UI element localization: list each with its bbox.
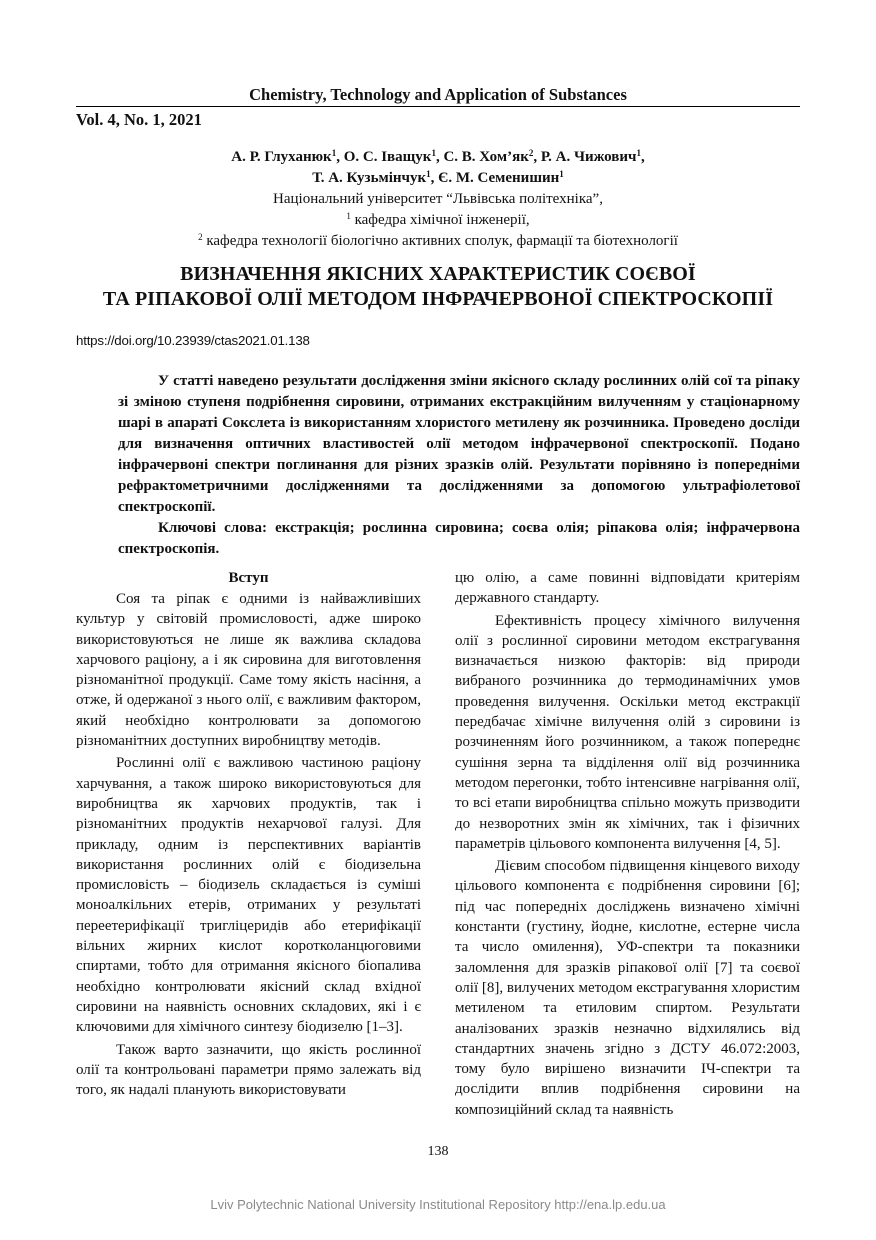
author-affiliation-mark: 1: [331, 148, 337, 158]
author-names-line-2: [76, 168, 800, 189]
university-name: Національний університет “Львівська політехніка”,: [273, 191, 603, 207]
page-number: 138: [427, 1144, 449, 1159]
author-affiliation-mark: 2: [528, 148, 534, 158]
paragraph: Ефективність процесу хімічного вилучення олії з рослинної сировини методом екстрагування визначається низкою факторів: від природи вибраного розчинника до термодинамічних умов проведення вилучення. Оскільки метод екстракції передбачає хімічне вилучення олій з сировини із розчиненням його розчинником, а також попереднє сушіння зерна та відділення олії від розчинника методом перегонки, тобто інтенсивне нагрівання олії, то всі етапи виробництва спільно можуть призводити до незворотних змін як хімічних, так і фізичних параметрів цільового компонента вилучення [4, 5].: [455, 612, 800, 852]
paragraph: Рослинні олії є важливою частиною раціону харчування, а також широко використовуються для виробництва як харчових продуктів, так і різноманітних продуктів нехарчової галузі. Для прикладу, одним із перспективних варіантів використання рослинних олій є біодизельна промисловість – біодизель складається із суміші моноалкільних етерів, отриманих у результаті переетерифікації тригліцеридів або етерифікації вільних жирних кислот коротколанцюговими спиртами, тобто для отримання якісного біопалива необхідно контролювати якісний склад вхідної сировини на наявність основних складових, які і є ключовими для хімічного синтезу біодизелю [1–3].: [76, 755, 421, 1036]
affiliation-1: [76, 210, 800, 231]
keywords: Ключові слова: екстракція; рослинна сировина; соєва олія; ріпакова олія; інфрачервона спектроскопія.: [118, 520, 800, 557]
affiliation-2: [76, 231, 800, 252]
author-affiliation-mark: 1: [431, 148, 436, 158]
abstract: [118, 371, 800, 560]
volume-info: Vol. 4, No. 1, 2021: [76, 110, 202, 129]
author-name: О. С. Іващук: [343, 149, 432, 165]
author-name: С. В. Хом’як: [443, 149, 529, 165]
paper-title-line-1: ВИЗНАЧЕННЯ ЯКІСНИХ ХАРАКТЕРИСТИК СОЄВОЇ: [180, 263, 696, 285]
author-name: А. Р. Глуханюк: [231, 149, 332, 165]
paper-title: [76, 262, 800, 312]
body-column-left: [76, 568, 421, 1102]
paper-title-line-2: ТА РІПАКОВОЇ ОЛІЇ МЕТОДОМ ІНФРАЧЕРВОНОЇ СПЕКТРОСКОПІЇ: [102, 288, 774, 310]
author-separator: ,: [435, 149, 444, 165]
body-column-right: [455, 568, 800, 1122]
doi-link[interactable]: https://doi.org/10.23939/ctas2021.01.138: [76, 333, 310, 348]
author-affiliation-mark: 1: [559, 169, 564, 179]
author-name: Р. А. Чижович: [540, 149, 637, 165]
author-affiliation-mark: 1: [426, 169, 431, 179]
author-affiliation-mark: 1: [636, 148, 641, 158]
repository-footer: Lviv Polytechnic National University Institutional Repository http://ena.lp.edu.ua: [210, 1197, 666, 1212]
header-rule: [76, 106, 800, 107]
paragraph-continued: цю олію, а саме повинні відповідати критеріям державного стандарту.: [455, 570, 800, 607]
author-separator: ,: [336, 149, 344, 165]
section-heading-introduction: Вступ: [228, 570, 269, 586]
affiliation-mark: 1: [346, 211, 351, 221]
author-separator: ,: [533, 149, 541, 165]
affiliation-text: кафедра технології біологічно активних сполук, фармації та біотехнології: [202, 233, 678, 249]
paragraph: Дієвим способом підвищення кінцевого виходу цільового компонента є подрібнення сировини [6]; під час попередніх досліджень визначено хімічні константи (густину, йодне, кислотне, естерне числа та число омилення), УФ-спектри та показники заломлення для зразків ріпакової олії [7] та соєвої олії [8], вилучених методом екстрагування хлористим метиленом та етиловим спиртом. Результати аналізованих зразків незначно відхилялись від стандартних значень згідно з ДСТУ 46.072:2003, тому було вирішено визначити ІЧ-спектри та дослідити вплив подрібнення сировини на композиційний склад та наявність: [455, 858, 800, 1118]
author-name: Т. А. Кузьмінчук: [312, 170, 427, 186]
author-name: Є. М. Семенишин: [438, 170, 560, 186]
author-separator: ,: [430, 170, 439, 186]
journal-title: Chemistry, Technology and Application of Substances: [249, 85, 627, 104]
author-separator: ,: [640, 149, 645, 165]
paragraph: Також варто зазначити, що якість рослинної олії та контрольовані параметри прямо залежать від того, як надалі планують використовувати: [76, 1041, 421, 1099]
affiliation-mark: 2: [198, 232, 203, 242]
author-block: [76, 147, 800, 252]
affiliation-text: кафедра хімічної інженерії,: [350, 212, 530, 228]
author-names-line-1: [76, 147, 800, 168]
paragraph: Соя та ріпак є одними із найважливіших культур у світовій промисловості, адже широко використовуються не лише як важлива складова харчового раціону, а і як сировина для виготовлення різноманітної продукції. Саме тому якість насіння, а отже, й одержаної з нього олії, є важливим фактором, який необхідно контролювати за допомогою різноманітних доступних виробництву методів.: [76, 591, 421, 750]
abstract-text: У статті наведено результати дослідження зміни якісного складу рослинних олій сої та ріпаку зі зміною ступеня подрібнення сировини, отриманих екстракційним вилученням у стаціонарному шарі в апараті Сокслета із використанням хлористого метилену як розчинника. Проведено досліди для визначення оптичних властивостей олії методом інфрачервоної спектроскопії. Подано інфрачервоні спектри поглинання для різних зразків олій. Результати порівняно із попередніми рефрактометричними дослідженнями та дослідженнями за допомогою ультрафіолетової спектроскопії.: [118, 373, 800, 515]
